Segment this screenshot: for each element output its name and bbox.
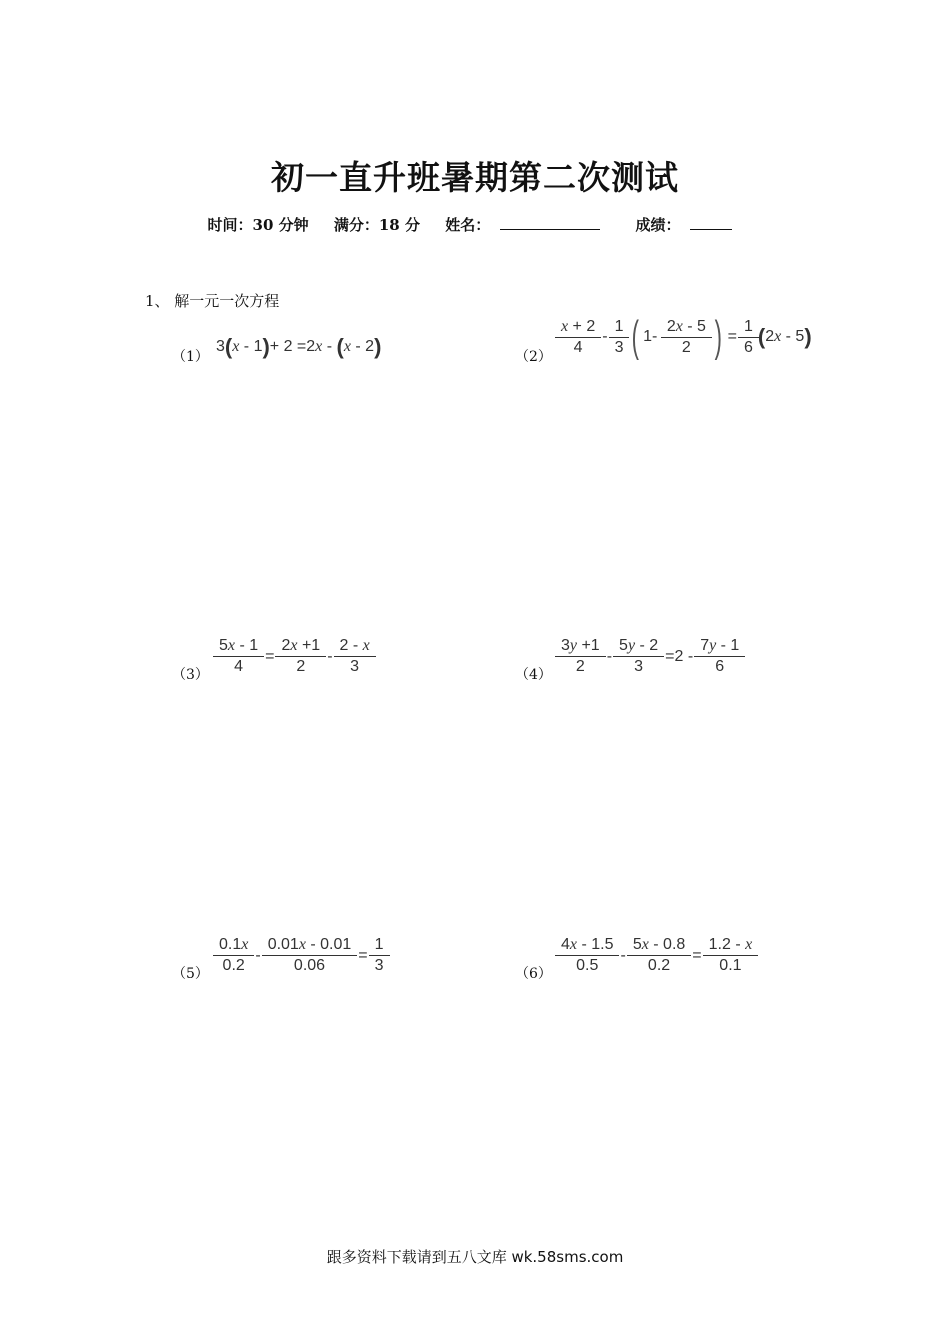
grade-blank xyxy=(690,215,732,230)
problem-3-equation: $\frac{5x - 1}{4}$ = $\frac{2x +1}{2}$ - $\frac{2 - x}{3}$ xyxy=(214,636,375,677)
footer-source-text: 跟多资料下载请到五八文库 wk.58sms.com xyxy=(326,1248,624,1266)
problem-4-equation: $\frac{3y +1}{2}$ - $\frac{5y - 2}{3}$ =2 - $\frac{7y - 1}{6}$ xyxy=(556,636,744,677)
problem-1-equation: 3 ( x - 1 ) + 2 =2 x - ( x - 2 ) xyxy=(216,334,382,359)
problem-1-number: （1） xyxy=(172,349,209,365)
full-score: 满分：18 分 xyxy=(333,216,420,234)
problem-2-equation: $\frac{x + 2}{4}$ - $\frac{1}{3}$ ( 1- $\frac{2x - 5}{2}$ ) = $\frac{1}{6}$ ( 2 x - 5 ) xyxy=(556,312,812,362)
problem-3-number: （3） xyxy=(172,667,209,683)
section-heading: 1、 解一元一次方程 xyxy=(145,292,280,310)
problem-6-number: （6） xyxy=(515,966,552,982)
problem-5-number: （5） xyxy=(172,966,209,982)
problem-6-equation: $\frac{4x - 1.5}{0.5}$ - $\frac{5x - 0.8}{0.2}$ = $\frac{1.2 - x}{0.1}$ xyxy=(556,935,757,976)
grade-field: 成绩： xyxy=(635,216,742,234)
time-limit: 时间：30 分钟 xyxy=(207,216,309,234)
test-info-line xyxy=(0,214,950,235)
page-title: 初一直升班暑期第二次测试 xyxy=(271,158,679,197)
problem-2-number: （2） xyxy=(515,349,552,365)
name-blank xyxy=(500,215,600,230)
problem-5-equation: $\frac{0.1x}{0.2}$ - $\frac{0.01x - 0.01}{0.06}$ = $\frac{1}{3}$ xyxy=(214,935,389,976)
name-field: 姓名： xyxy=(445,216,610,234)
problem-4-number: （4） xyxy=(515,667,552,683)
